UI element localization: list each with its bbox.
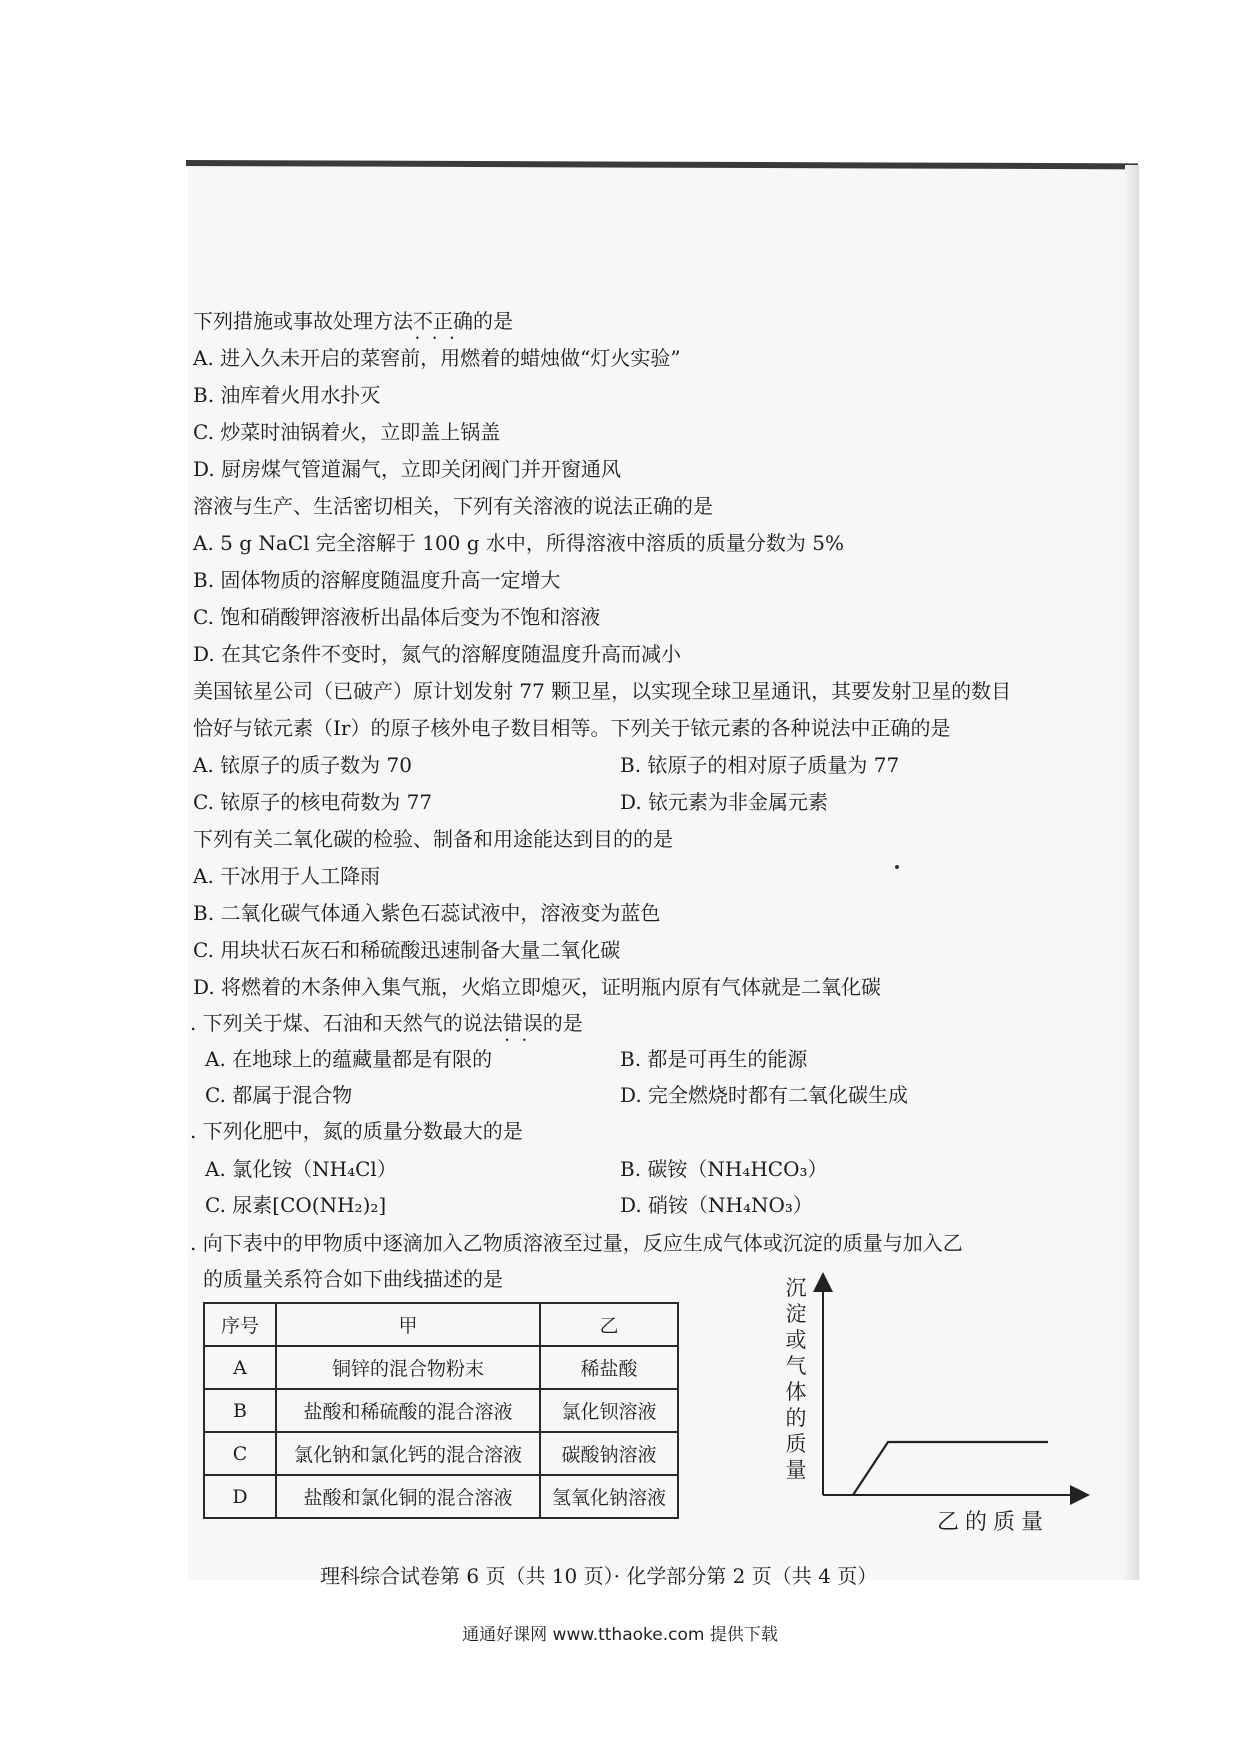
q2-option-d: D. 在其它条件不变时，氮气的溶解度随温度升高而减小: [193, 642, 682, 666]
q7-stem-line2: 的质量关系符合如下曲线描述的是: [203, 1267, 503, 1291]
q5-option-a: A. 在地球上的蕴藏量都是有限的: [205, 1047, 493, 1071]
download-credit: 通通好课网 www.tthaoke.com 提供下载: [462, 1625, 778, 1645]
q1-option-d: D. 厨房煤气管道漏气，立即关闭阀门并开窗通风: [193, 457, 622, 481]
q6-option-c: C. 尿素[CO(NH₂)₂]: [205, 1193, 387, 1217]
q4-option-a: A. 干冰用于人工降雨: [193, 864, 381, 888]
table-cell: D: [204, 1475, 276, 1518]
q3-option-d: D. 铱元素为非金属元素: [620, 790, 829, 814]
q7-table: [203, 1302, 679, 1519]
q3-stem-line1: 美国铱星公司（已破产）原计划发射 77 颗卫星，以实现全球卫星通讯，其要发射卫星的数目: [193, 679, 1012, 703]
table-row: [204, 1389, 678, 1432]
q5-option-b: B. 都是可再生的能源: [620, 1047, 808, 1071]
q3-option-c: C. 铱原子的核电荷数为 77: [193, 790, 433, 814]
scan-speck: [895, 865, 899, 869]
q1-option-c: C. 炒菜时油锅着火，立即盖上锅盖: [193, 420, 501, 444]
table-header-cell: 甲: [276, 1303, 540, 1346]
q3-option-a: A. 铱原子的质子数为 70: [193, 753, 412, 777]
q7-stem-line1: . 向下表中的甲物质中逐滴加入乙物质溶液至过量，反应生成气体或沉淀的质量与加入乙: [190, 1231, 963, 1255]
q4-stem: 下列有关二氧化碳的检验、制备和用途能达到目的的是: [193, 827, 673, 851]
table-header-row: [204, 1303, 678, 1346]
graph-x-label: 乙的质量: [937, 1510, 1050, 1535]
table-row: [204, 1432, 678, 1475]
q2-option-c: C. 饱和硝酸钾溶液析出晶体后变为不饱和溶液: [193, 605, 601, 629]
table-header-cell: 乙: [540, 1303, 678, 1346]
graph-y-label: 沉淀或气体的质量: [785, 1276, 807, 1482]
q5-option-d: D. 完全燃烧时都有二氧化碳生成: [620, 1083, 909, 1107]
q6-option-d: D. 硝铵（NH₄NO₃）: [620, 1193, 813, 1217]
table-cell: C: [204, 1432, 276, 1475]
q4-option-c: C. 用块状石灰石和稀硫酸迅速制备大量二氧化碳: [193, 938, 621, 962]
page-right-shadow: [1125, 165, 1139, 1580]
table-cell: 盐酸和稀硫酸的混合溶液: [276, 1389, 540, 1432]
q2-stem: 溶液与生产、生活密切相关，下列有关溶液的说法正确的是: [193, 494, 713, 518]
q1-option-a: A. 进入久未开启的菜窖前，用燃着的蜡烛做“灯火实验”: [193, 346, 681, 370]
q1-stem: 下列措施或事故处理方法不正确 • • •的是: [193, 308, 513, 334]
q5-option-c: C. 都属于混合物: [205, 1083, 353, 1107]
q1-option-b: B. 油库着火用水扑灭: [193, 383, 381, 407]
table-cell: 盐酸和氯化铜的混合溶液: [276, 1475, 540, 1518]
q7-graph: [780, 1270, 1110, 1540]
q2-option-a: A. 5 g NaCl 完全溶解于 100 g 水中，所得溶液中溶质的质量分数为 5%: [193, 531, 845, 555]
q4-option-d: D. 将燃着的木条伸入集气瓶，火焰立即熄灭，证明瓶内原有气体就是二氧化碳: [193, 975, 882, 999]
page-footer: 理科综合试卷第 6 页（共 10 页）· 化学部分第 2 页（共 4 页）: [320, 1564, 878, 1588]
table-cell: 铜锌的混合物粉末: [276, 1346, 540, 1389]
q5-emphasis: 错误 • •: [503, 1010, 543, 1036]
table-row: [204, 1475, 678, 1518]
table-cell: 稀盐酸: [540, 1346, 678, 1389]
q6-stem: . 下列化肥中，氮的质量分数最大的是: [190, 1119, 523, 1143]
q5-stem: . 下列关于煤、石油和天然气的说法错误 • •的是: [190, 1010, 583, 1036]
q4-option-b: B. 二氧化碳气体通入紫色石蕊试液中，溶液变为蓝色: [193, 901, 661, 925]
table-cell: 氯化钠和氯化钙的混合溶液: [276, 1432, 540, 1475]
table-row: [204, 1346, 678, 1389]
table-cell: 氯化钡溶液: [540, 1389, 678, 1432]
table-cell: 碳酸钠溶液: [540, 1432, 678, 1475]
table-header-cell: 序号: [204, 1303, 276, 1346]
q6-option-a: A. 氯化铵（NH₄Cl）: [205, 1157, 397, 1181]
q3-option-b: B. 铱原子的相对原子质量为 77: [620, 753, 900, 777]
table-cell: 氢氧化钠溶液: [540, 1475, 678, 1518]
q6-option-b: B. 碳铵（NH₄HCO₃）: [620, 1157, 828, 1181]
curve: [853, 1442, 1048, 1495]
q1-emphasis: 不正确 • • •: [413, 308, 473, 334]
table-cell: B: [204, 1389, 276, 1432]
q3-stem-line2: 恰好与铱元素（Ir）的原子核外电子数目相等。下列关于铱元素的各种说法中正确的是: [193, 716, 951, 740]
table-cell: A: [204, 1346, 276, 1389]
q2-option-b: B. 固体物质的溶解度随温度升高一定增大: [193, 568, 561, 592]
